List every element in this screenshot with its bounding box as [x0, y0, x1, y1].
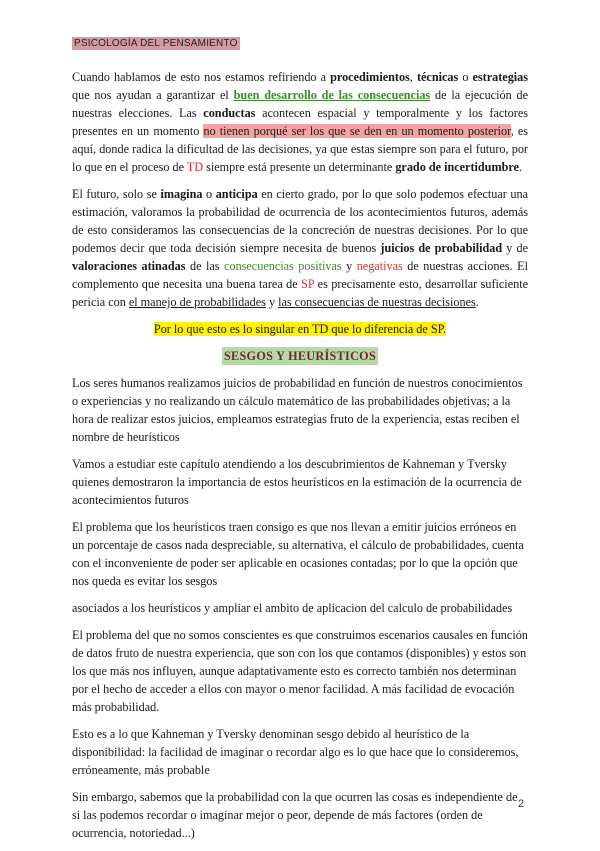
paragraph-heuristics: Los seres humanos realizamos juicios de probabilidad en función de nuestros conocimientos o experiencias y no realizando un cálculo matemático de las probabilidades objetivas; a la hora de realizar estos juicios, empleamos estrategias fruto de la experiencia, estas reciben el nombre de heurísticos	[72, 376, 523, 444]
negative-consequences: negativas	[356, 259, 403, 273]
section-heading	[72, 347, 528, 365]
positive-consequences: consecuencias positivas	[224, 259, 342, 273]
red-highlighted-phrase: no tienen porqué ser los que se den en un momento posterior	[203, 124, 511, 138]
paragraph-however: Sin embargo, sabemos que la probabilidad con la que ocurren las cosas es independiente de si las podemos recordar o imaginar mejor o peor, depende de más factores (orden de ocurrencia, notoriedad...)	[72, 790, 518, 840]
paragraph-availability: Esto es a lo que Kahneman y Tversky denominan sesgo debido al heurístico de la disponibilidad: la facilidad de imaginar o recordar algo es lo que hace que lo consideremos, erróneamente, más probable	[72, 727, 519, 777]
paragraph-problem: El problema que los heurísticos traen consigo es que nos llevan a emitir juicios erróneos en un porcentaje de casos nada despreciable, su alternativa, el cálculo de probabilidades, cuenta con el inconveniente de poder ser aplicable en ocasiones contadas; por lo que la opción que nos queda es evitar los sesgos	[72, 520, 524, 588]
paragraph-causal: El problema del que no somos conscientes es que construimos escenarios causales en función de datos fruto de nuestra experiencia, que son con los que contamos (disponibles) y estos son los que más nos influyen, aunque adaptativamente esto es correcto también nos determinan por el hecho de acceder a ellos con mayor o menor facilidad. A más facilidad de evocación más probabilidad.	[72, 628, 528, 714]
highlight-line: Por lo que esto es lo singular en TD que lo diferencia de SP.	[153, 322, 447, 336]
paragraph-intro: Cuando hablamos de esto nos estamos refiriendo a procedimientos, técnicas o estrategias que nos ayudan a garantizar el buen desarrollo de las consecuencias de la ejecución de nuestras elecciones. Las conductas acontecen espacial y temporalmente y los factores presentes en un momento no tienen porqué ser los que se den en un momento posterior, es aquí, donde radica la dificultad de las decisiones, ya que estas siempre son para el futuro, por lo que en el proceso de TD siempre está presente un determinante grado de incertidumbre.	[72, 70, 529, 174]
paragraph-future: El futuro, solo se imagina o anticipa en cierto grado, por lo que solo podemos efectuar una estimación, valoramos la probabilidad de ocurrencia de los acontecimientos futuros, además de esto consideramos las consecuencias de la concreción de nuestras decisiones. Por lo que podemos decir que toda decisión siempre necesita de buenos juicios de probabilidad y de valoraciones atinadas de las consecuencias positivas y negativas de nuestras acciones. El complemento que necesita una buena tarea de SP es precisamente esto, desarrollar suficiente pericia con el manejo de probabilidades y las consecuencias de nuestras decisiones.	[72, 187, 529, 309]
td-abbr: TD	[186, 160, 204, 174]
sp-abbr: SP	[301, 277, 315, 291]
section-title: SESGOS Y HEURÍSTICOS	[223, 349, 377, 363]
document-header: PSICOLOGÍA DEL PENSAMIENTO	[74, 38, 238, 49]
paragraph-associated: asociados a los heurísticos y ampliar el ambito de aplicacion del calculo de probabilidades	[72, 601, 513, 615]
green-underlined-phrase: buen desarrollo de las consecuencias	[233, 88, 431, 102]
paragraph-kahneman: Vamos a estudiar este capítulo atendiendo a los descubrimientos de Kahneman y Tversky quienes demostraron la importancia de estos heurísticos en la estimación de la ocurrencia de acontecimientos futuros	[72, 457, 522, 507]
document-body	[72, 68, 528, 851]
page-number: 2	[518, 798, 525, 810]
